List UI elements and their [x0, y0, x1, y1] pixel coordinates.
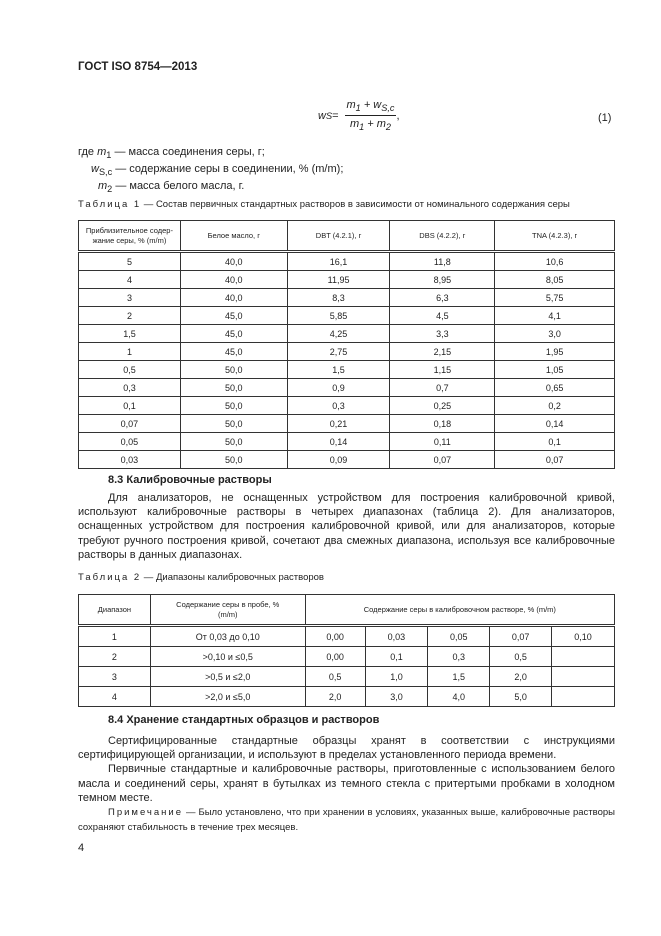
- table1-cell: 0,07: [390, 451, 495, 469]
- table2-row: [79, 626, 615, 647]
- table2: [78, 594, 615, 707]
- table1-cell: 0,18: [390, 415, 495, 433]
- table1-row: [79, 343, 615, 361]
- table1-cell: 0,14: [495, 415, 615, 433]
- table2-cell: 2,0: [305, 687, 365, 707]
- num-a-sub: 1: [355, 103, 361, 114]
- table1-cell: 50,0: [180, 451, 287, 469]
- table1-cell: 0,65: [495, 379, 615, 397]
- table1-cell: 0,21: [287, 415, 390, 433]
- legend-sub: 1: [106, 150, 112, 161]
- table1-label: Таблица 1: [78, 199, 142, 210]
- table1-cell: 50,0: [180, 415, 287, 433]
- table2-caption-text: — Диапазоны калибровочных растворов: [141, 572, 324, 583]
- legend-text: — содержание серы в соединении, % (m/m);: [112, 163, 344, 176]
- table1-header-row: [79, 221, 615, 252]
- table2-cell: [552, 687, 615, 707]
- table1-header-cell: Приблизительное содер-жание серы, % (m/m): [79, 221, 181, 252]
- num-plus: + w: [360, 99, 382, 111]
- table2-row: [79, 687, 615, 707]
- formula-denominator: [350, 116, 391, 132]
- table1-row: [79, 397, 615, 415]
- table1-cell: 0,25: [390, 397, 495, 415]
- legend-sub: S,c: [98, 167, 113, 178]
- table1-cell: 5,85: [287, 307, 390, 325]
- table1-cell: 8,3: [287, 289, 390, 307]
- table1-cell: 50,0: [180, 433, 287, 451]
- table1-cell: 11,8: [390, 252, 495, 271]
- den-a-sub: 1: [359, 122, 365, 133]
- table1-cell: 0,07: [495, 451, 615, 469]
- page-number: 4: [78, 842, 85, 854]
- legend-symbol: w: [91, 163, 99, 176]
- note-label: Примечание: [108, 807, 183, 818]
- table1-header-cell: DBT (4.2.1), г: [287, 221, 390, 252]
- section-8-4-text: [78, 734, 615, 805]
- table2-cell: >0,10 и ≤0,5: [150, 647, 305, 667]
- legend-line: [78, 179, 343, 196]
- legend-text: — масса белого масла, г.: [112, 180, 245, 193]
- table2-cell: 3,0: [365, 687, 428, 707]
- legend-text: — масса соединения серы, г;: [111, 146, 265, 158]
- num-b-sub: S,c: [381, 103, 395, 114]
- table1-cell: 1,5: [287, 361, 390, 379]
- table2-cell: >0,5 и ≤2,0: [150, 667, 305, 687]
- table2-cell: 1,5: [428, 667, 490, 687]
- legend-sub: 2: [107, 184, 113, 195]
- table2-cell: 1,0: [365, 667, 428, 687]
- section-8-3-text: [78, 491, 615, 562]
- table1-cell: 5,75: [495, 289, 615, 307]
- table2-row: [79, 667, 615, 687]
- table1-cell: 0,2: [495, 397, 615, 415]
- table2-header-cell: Содержание серы в пробе, % (m/m): [150, 595, 305, 626]
- table1-cell: 0,11: [390, 433, 495, 451]
- formula-legend: [78, 145, 343, 197]
- table1-cell: 2,15: [390, 343, 495, 361]
- table1-cell: 2: [79, 307, 181, 325]
- formula-1: [318, 99, 400, 132]
- formula-eq: =: [332, 109, 339, 122]
- table2-cell: 0,5: [490, 647, 552, 667]
- table2-cell: 0,1: [365, 647, 428, 667]
- table1-caption: [78, 199, 570, 210]
- table1-cell: 0,3: [287, 397, 390, 415]
- table1-cell: 4,5: [390, 307, 495, 325]
- table1-cell: 10,6: [495, 252, 615, 271]
- table1-header-cell: TNA (4.2.3), г: [495, 221, 615, 252]
- table2-cell: [552, 647, 615, 667]
- section-8-3-title: 8.3 Калибровочные растворы: [108, 474, 272, 486]
- table1-cell: 0,5: [79, 361, 181, 379]
- table1-row: [79, 379, 615, 397]
- table1-row: [79, 289, 615, 307]
- legend-symbol: m: [97, 146, 107, 158]
- paragraph: Сертифицированные стандартные образцы хранят в соответствии с инструкциями сертифицирующей организации, и используют в пределах установленного периода времени.: [78, 735, 615, 762]
- table1-row: [79, 307, 615, 325]
- paragraph: Первичные стандартные и калибровочные растворы, приготовленные с использованием белого масла и соединений серы, хранят в бутылках из темного стекла с притертыми пробками в холодном темном месте.: [78, 763, 615, 804]
- formula-comma: ,: [396, 109, 400, 122]
- table2-header-cell: Диапазон: [79, 595, 151, 626]
- table2-cell: 1: [79, 626, 151, 647]
- legend-line: [78, 145, 343, 162]
- table1-cell: 4: [79, 271, 181, 289]
- table1-cell: 0,1: [495, 433, 615, 451]
- table1-cell: 2,75: [287, 343, 390, 361]
- table1-header-cell: Белое масло, г: [180, 221, 287, 252]
- table1-cell: 8,05: [495, 271, 615, 289]
- table2-cell: 0,5: [305, 667, 365, 687]
- table1-cell: 45,0: [180, 325, 287, 343]
- document-id-header: ГОСТ ISO 8754—2013: [78, 61, 198, 73]
- table2-cell: 2: [79, 647, 151, 667]
- table2-label: Таблица 2: [78, 572, 142, 583]
- table1-cell: 3,3: [390, 325, 495, 343]
- table2-header-cell: Содержание серы в калибровочном растворе, % (m/m): [305, 595, 614, 626]
- table2-cell: 4,0: [428, 687, 490, 707]
- table1-cell: 0,3: [79, 379, 181, 397]
- table1-cell: 0,07: [79, 415, 181, 433]
- num-a: m: [346, 99, 356, 111]
- legend-line: [78, 162, 343, 179]
- table1-cell: 50,0: [180, 361, 287, 379]
- table2-cell: 0,3: [428, 647, 490, 667]
- table2-cell: 0,05: [428, 626, 490, 647]
- table1-cell: 45,0: [180, 307, 287, 325]
- table2-cell: [552, 667, 615, 687]
- table2-cell: От 0,03 до 0,10: [150, 626, 305, 647]
- table1-cell: 0,7: [390, 379, 495, 397]
- table2-cell: 0,07: [490, 626, 552, 647]
- table1-caption-text: — Состав первичных стандартных растворов в зависимости от номинального содержания серы: [141, 199, 570, 210]
- table1-cell: 4,25: [287, 325, 390, 343]
- equation-number: (1): [598, 112, 612, 124]
- table1-cell: 4,1: [495, 307, 615, 325]
- table1-cell: 50,0: [180, 379, 287, 397]
- table1-cell: 1,95: [495, 343, 615, 361]
- table1: [78, 220, 615, 469]
- table1-cell: 40,0: [180, 289, 287, 307]
- table1-cell: 0,1: [79, 397, 181, 415]
- table2-cell: 0,00: [305, 647, 365, 667]
- table1-cell: 1,5: [79, 325, 181, 343]
- table1-row: [79, 325, 615, 343]
- table2-cell: 2,0: [490, 667, 552, 687]
- table1-cell: 8,95: [390, 271, 495, 289]
- table2-cell: 0,03: [365, 626, 428, 647]
- table1-cell: 11,95: [287, 271, 390, 289]
- formula-lhs: w: [318, 109, 326, 122]
- table1-row: [79, 361, 615, 379]
- table1-row: [79, 433, 615, 451]
- table1-cell: 0,03: [79, 451, 181, 469]
- table1-cell: 16,1: [287, 252, 390, 271]
- table2-header-row: [79, 595, 615, 626]
- table1-cell: 40,0: [180, 252, 287, 271]
- table2-cell: >2,0 и ≤5,0: [150, 687, 305, 707]
- den-a: m: [349, 118, 360, 131]
- table1-cell: 0,14: [287, 433, 390, 451]
- table2-cell: 4: [79, 687, 151, 707]
- note-text: — Было установлено, что при хранении в условиях, указанных выше, калибровочные растворы сохраняют стабильность в течение трех месяцев.: [78, 807, 615, 833]
- table1-cell: 45,0: [180, 343, 287, 361]
- table1-row: [79, 271, 615, 289]
- table1-cell: 40,0: [180, 271, 287, 289]
- table1-row: [79, 451, 615, 469]
- table2-cell: 0,00: [305, 626, 365, 647]
- paragraph: Для анализаторов, не оснащенных устройством для построения калибровочной кривой, используют калибровочные растворы в четырех диапазонах (таблица 2). Для анализаторов, оснащенных устройством для построения калибровочной кривой, или для анализаторов, которые требуют ручного построения кривой, сочетают два смежных диапазона, используя все калибровочные растворы в данных диапазонах.: [78, 492, 615, 561]
- table2-cell: 0,10: [552, 626, 615, 647]
- table2-caption: [78, 572, 324, 583]
- table2-cell: 3: [79, 667, 151, 687]
- note: [78, 805, 615, 835]
- formula-fraction: [345, 99, 400, 133]
- table1-cell: 0,05: [79, 433, 181, 451]
- table1-header-cell: DBS (4.2.2), г: [390, 221, 495, 252]
- den-b-sub: 2: [385, 122, 392, 133]
- legend-symbol: m: [98, 180, 108, 193]
- table1-cell: 1: [79, 343, 181, 361]
- table1-cell: 0,9: [287, 379, 390, 397]
- table1-row: [79, 252, 615, 271]
- table1-cell: 1,15: [390, 361, 495, 379]
- table1-cell: 5: [79, 252, 181, 271]
- table1-row: [79, 415, 615, 433]
- table1-cell: 50,0: [180, 397, 287, 415]
- section-8-4-title: 8.4 Хранение стандартных образцов и растворов: [108, 714, 380, 726]
- table1-cell: 3: [79, 289, 181, 307]
- table1-cell: 6,3: [390, 289, 495, 307]
- table1-cell: 0,09: [287, 451, 390, 469]
- table1-cell: 1,05: [495, 361, 615, 379]
- den-plus: + m: [364, 118, 386, 131]
- legend-prefix: где: [78, 146, 98, 158]
- table1-cell: 3,0: [495, 325, 615, 343]
- formula-lhs-sub: S: [325, 110, 333, 121]
- formula-numerator: [345, 99, 397, 116]
- table2-row: [79, 647, 615, 667]
- table2-cell: 5,0: [490, 687, 552, 707]
